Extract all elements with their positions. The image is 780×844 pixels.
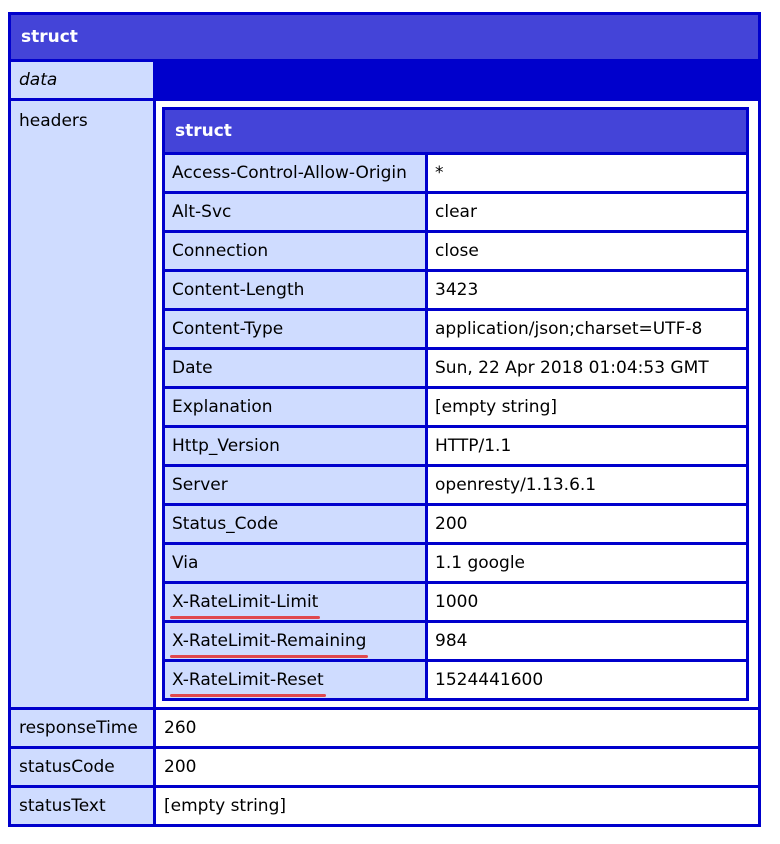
value-data-empty: [156, 62, 758, 98]
header-row-ratelimit-remaining: [165, 620, 746, 659]
underlined-key: X-RateLimit-Limit: [172, 592, 319, 612]
header-value: HTTP/1.1: [428, 428, 746, 464]
header-row-ratelimit-limit: [165, 581, 746, 620]
value-headers: [156, 101, 758, 707]
headers-struct-header: struct: [165, 110, 746, 152]
header-row: [165, 386, 746, 425]
header-value: 1000: [428, 584, 746, 620]
underlined-key: X-RateLimit-Reset: [172, 670, 324, 690]
underlined-key: X-RateLimit-Remaining: [172, 631, 367, 651]
header-row: [165, 152, 746, 191]
header-row: [165, 542, 746, 581]
header-value: 1.1 google: [428, 545, 746, 581]
header-key: Via: [165, 545, 428, 581]
header-row: [165, 425, 746, 464]
header-key: Http_Version: [165, 428, 428, 464]
header-value: clear: [428, 194, 746, 230]
header-row: [165, 308, 746, 347]
key-response-time: responseTime: [11, 710, 156, 746]
row-data: [11, 62, 758, 98]
header-key: Content-Type: [165, 311, 428, 347]
value-status-text: [empty string]: [156, 788, 758, 824]
header-key: [165, 584, 428, 620]
header-row: [165, 464, 746, 503]
header-value: 1524441600: [428, 662, 746, 698]
header-key: Server: [165, 467, 428, 503]
header-value: close: [428, 233, 746, 269]
header-value: 3423: [428, 272, 746, 308]
header-row: [165, 269, 746, 308]
header-key: Status_Code: [165, 506, 428, 542]
row-headers: [11, 98, 758, 707]
key-status-code: statusCode: [11, 749, 156, 785]
header-row: [165, 347, 746, 386]
header-value: application/json;charset=UTF-8: [428, 311, 746, 347]
header-value: Sun, 22 Apr 2018 01:04:53 GMT: [428, 350, 746, 386]
header-value: 984: [428, 623, 746, 659]
header-key: Date: [165, 350, 428, 386]
headers-struct-table: [162, 107, 749, 701]
key-headers: headers: [11, 101, 156, 707]
header-key: Content-Length: [165, 272, 428, 308]
header-value: openresty/1.13.6.1: [428, 467, 746, 503]
header-row: [165, 191, 746, 230]
header-value: 200: [428, 506, 746, 542]
key-data: data: [11, 62, 156, 98]
row-status-code: [11, 746, 758, 785]
header-key: Connection: [165, 233, 428, 269]
header-key: Alt-Svc: [165, 194, 428, 230]
header-row-ratelimit-reset: [165, 659, 746, 698]
header-row: [165, 503, 746, 542]
value-status-code: 200: [156, 749, 758, 785]
header-key: Access-Control-Allow-Origin: [165, 155, 428, 191]
row-response-time: [11, 707, 758, 746]
header-key: [165, 662, 428, 698]
header-value: [empty string]: [428, 389, 746, 425]
header-key: [165, 623, 428, 659]
struct-header: struct: [11, 15, 758, 62]
header-key: Explanation: [165, 389, 428, 425]
outer-struct-table: [8, 12, 761, 827]
row-status-text: [11, 785, 758, 824]
header-value: *: [428, 155, 746, 191]
header-row: [165, 230, 746, 269]
value-response-time: 260: [156, 710, 758, 746]
key-status-text: statusText: [11, 788, 156, 824]
